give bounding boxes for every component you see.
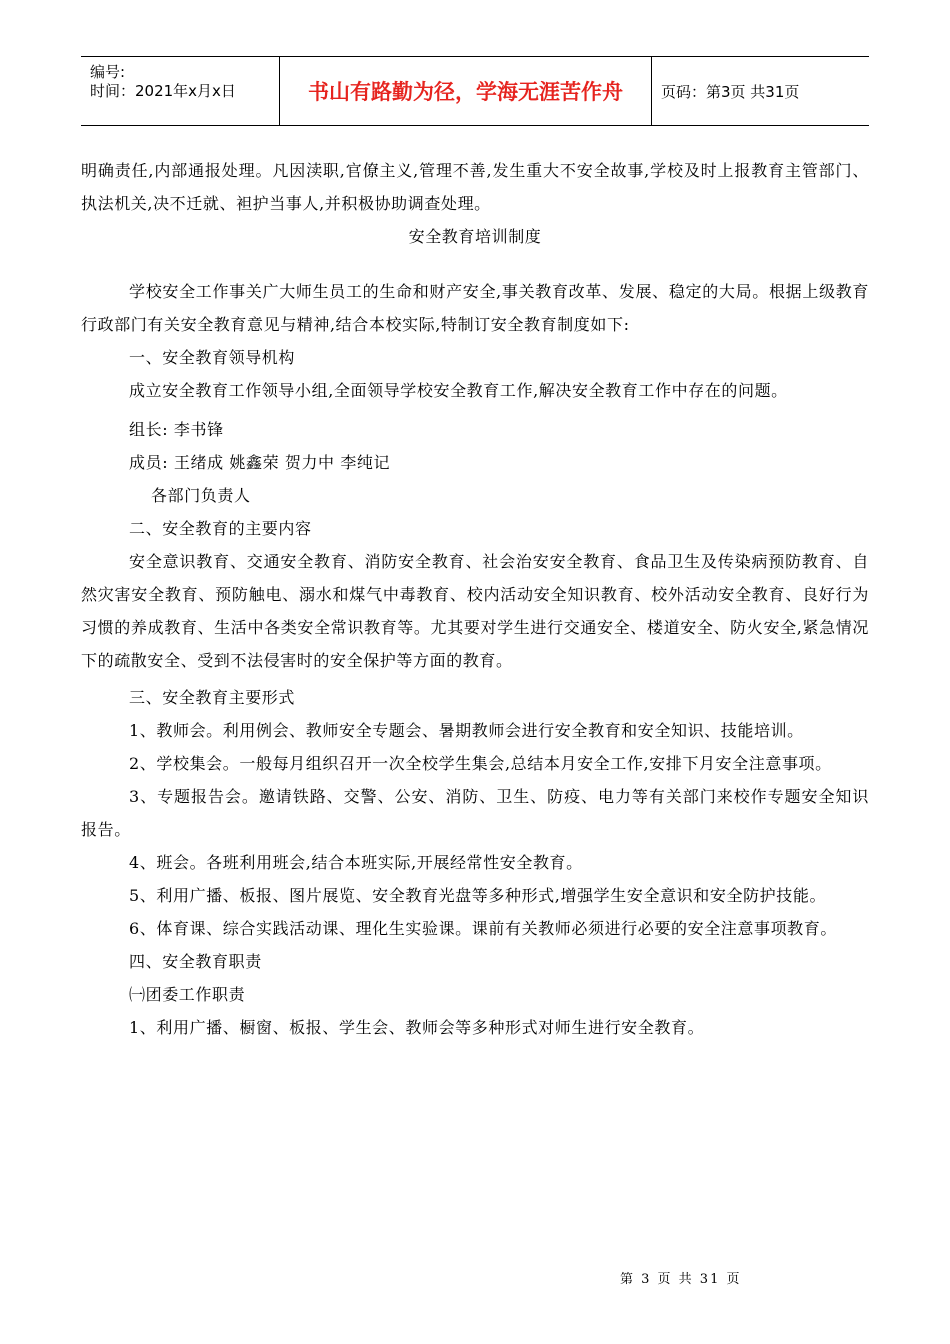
section-3-item: 6、体育课、综合实践活动课、理化生实验课。课前有关教师必须进行必要的安全注意事项教育。 (129, 919, 837, 938)
section-4-subheading: ㈠团委工作职责 (129, 985, 246, 1004)
section-1-members: 成员: 王绪成 姚鑫荣 贺力中 李纯记 (129, 453, 391, 472)
document-body (81, 154, 869, 1044)
section-3-item: 5、利用广播、板报、图片展览、安全教育光盘等多种形式,增强学生安全意识和安全防护技能。 (129, 886, 827, 905)
section-1-departments: 各部门负责人 (151, 486, 251, 505)
section-3-item: 2、学校集会。一般每月组织召开一次全校学生集会,总结本月安全工作,安排下月安全注意事项。 (129, 754, 832, 773)
section-3-heading: 三、安全教育主要形式 (129, 688, 296, 707)
section-1-leader: 组长: 李书锋 (129, 420, 224, 439)
section-1-heading: 一、安全教育领导机构 (129, 348, 296, 367)
page-footer: 第 3 页 共 31 页 (620, 1272, 742, 1287)
section-2-heading: 二、安全教育的主要内容 (129, 519, 312, 538)
document-number-label: 编号: (90, 63, 126, 81)
header-motto: 书山有路勤为径，学海无涯苦作舟 (280, 57, 652, 125)
header-meta (81, 57, 280, 125)
continued-paragraph: 明确责任,内部通报处理。凡因渎职,官僚主义,管理不善,发生重大不安全故事,学校及时上报教育主管部门、执法机关,决不迁就、袒护当事人,并积极协助调查处理。 (81, 161, 869, 213)
section-4-item: 1、利用广播、橱窗、板报、学生会、教师会等多种形式对师生进行安全教育。 (129, 1018, 705, 1037)
page-header (81, 56, 869, 126)
section-1-text: 成立安全教育工作领导小组,全面领导学校安全教育工作,解决安全教育工作中存在的问题。 (129, 381, 788, 400)
section-3-item: 4、班会。各班利用班会,结合本班实际,开展经常性安全教育。 (129, 853, 583, 872)
section-2-text: 安全意识教育、交通安全教育、消防安全教育、社会治安安全教育、食品卫生及传染病预防教育、自然灾害安全教育、预防触电、溺水和煤气中毒教育、校内活动安全知识教育、校外活动安全教育、良好行为习惯的养成教育、生活中各类安全常识教育等。尤其要对学生进行交通安全、楼道安全、防火安全,紧急情况下的疏散安全、受到不法侵害时的安全保护等方面的教育。 (81, 552, 869, 670)
document-date: 时间：2021年x月x日 (90, 82, 236, 100)
section-title: 安全教育培训制度 (408, 227, 542, 246)
intro-paragraph: 学校安全工作事关广大师生员工的生命和财产安全,事关教育改革、发展、稳定的大局。根据上级教育行政部门有关安全教育意见与精神,结合本校实际,特制订安全教育制度如下: (81, 282, 869, 334)
section-3-item: 3、专题报告会。邀请铁路、交警、公安、消防、卫生、防疫、电力等有关部门来校作专题安全知识报告。 (81, 787, 869, 839)
header-page-info: 页码：第3页 共31页 (661, 82, 800, 101)
section-3-item: 1、教师会。利用例会、教师安全专题会、暑期教师会进行安全教育和安全知识、技能培训。 (129, 721, 804, 740)
section-4-heading: 四、安全教育职责 (129, 952, 262, 971)
